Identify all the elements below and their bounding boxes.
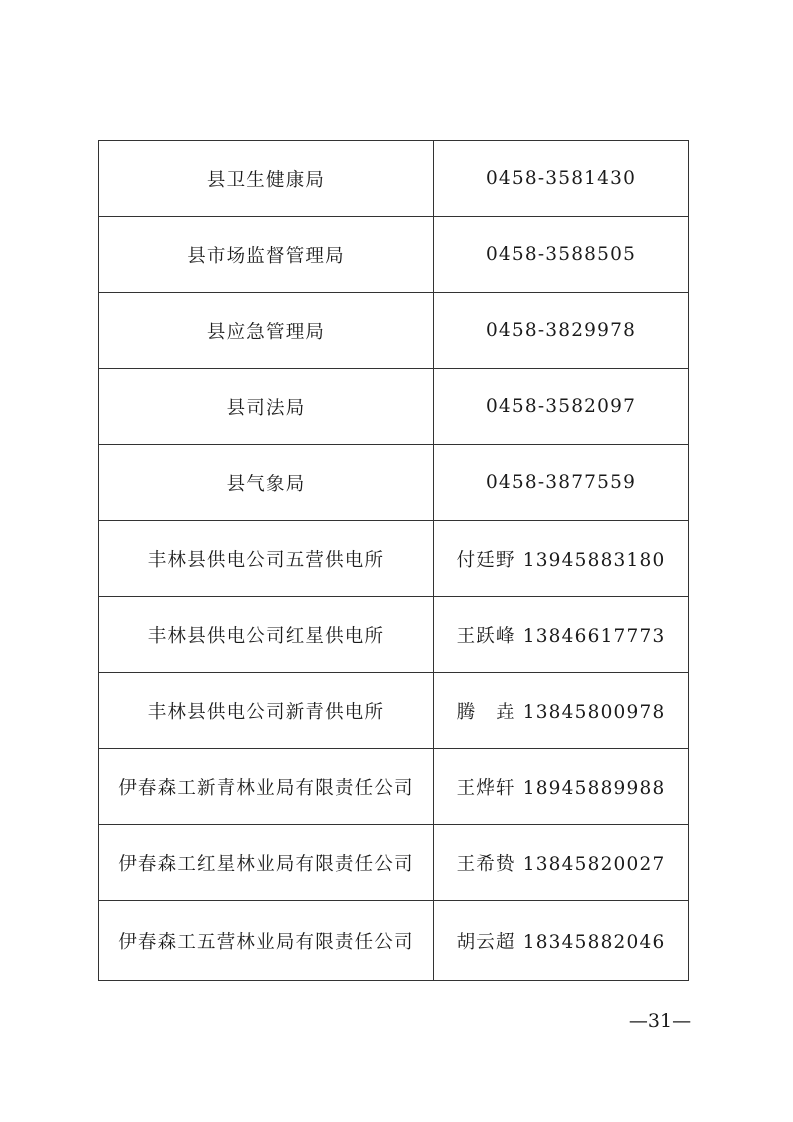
contact-cell: 0458-3582097: [434, 369, 689, 445]
table-row: [99, 597, 689, 673]
contact-cell: 王烨轩 18945889988: [434, 749, 689, 825]
contact-cell: 王希贽 13845820027: [434, 825, 689, 901]
contact-cell: 付廷野 13945883180: [434, 521, 689, 597]
contact-table: [98, 140, 689, 981]
org-name-cell: 县司法局: [99, 369, 434, 445]
contact-cell: 0458-3588505: [434, 217, 689, 293]
table-row: [99, 673, 689, 749]
table-row: [99, 901, 689, 981]
org-name-cell: 伊春森工新青林业局有限责任公司: [99, 749, 434, 825]
org-name-cell: 丰林县供电公司新青供电所: [99, 673, 434, 749]
org-name-cell: 丰林县供电公司五营供电所: [99, 521, 434, 597]
contact-cell: 王跃峰 13846617773: [434, 597, 689, 673]
contact-cell: 0458-3877559: [434, 445, 689, 521]
table-row: [99, 825, 689, 901]
org-name-cell: 县气象局: [99, 445, 434, 521]
contact-cell: 0458-3581430: [434, 141, 689, 217]
org-name-cell: 伊春森工红星林业局有限责任公司: [99, 825, 434, 901]
org-name-cell: 县市场监督管理局: [99, 217, 434, 293]
table-row: [99, 293, 689, 369]
table-row: [99, 141, 689, 217]
table-row: [99, 369, 689, 445]
org-name-cell: 县卫生健康局: [99, 141, 434, 217]
org-name-cell: 伊春森工五营林业局有限责任公司: [99, 901, 434, 981]
org-name-cell: 县应急管理局: [99, 293, 434, 369]
page-number: —31—: [628, 1010, 692, 1032]
table-row: [99, 445, 689, 521]
table-row: [99, 217, 689, 293]
contact-cell: 腾 垚 13845800978: [434, 673, 689, 749]
org-name-cell: 丰林县供电公司红星供电所: [99, 597, 434, 673]
table-row: [99, 749, 689, 825]
table-row: [99, 521, 689, 597]
contact-cell: 0458-3829978: [434, 293, 689, 369]
contact-cell: 胡云超 18345882046: [434, 901, 689, 981]
